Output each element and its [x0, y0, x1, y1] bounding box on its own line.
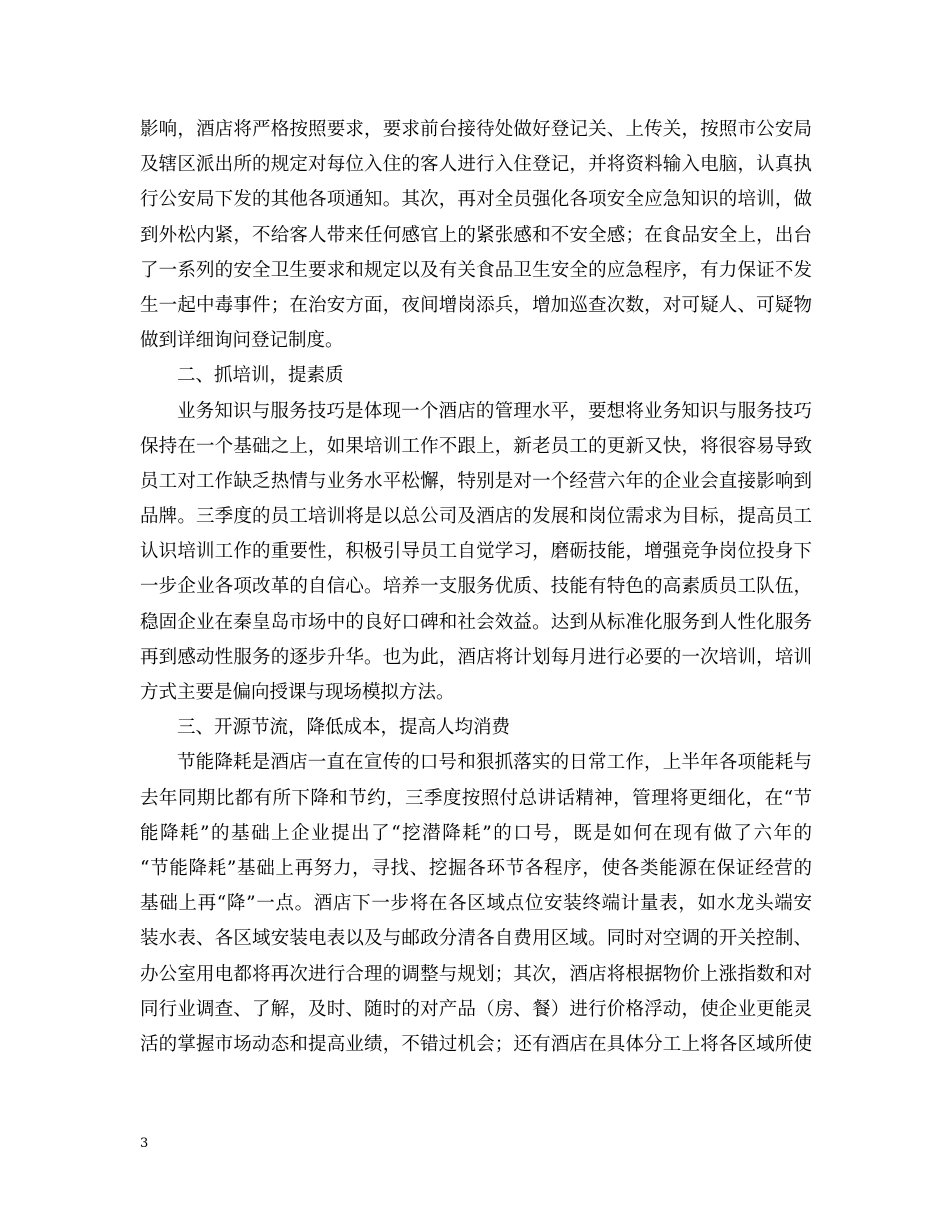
body-line: 活的掌握市场动态和提高业绩，不错过机会；还有酒店在具体分工上将各区域所使	[140, 1033, 812, 1055]
body-line: 一步企业各项改革的自信心。培养一支服务优质、技能有特色的高素质员工队伍，	[140, 576, 812, 598]
body-line: 行公安局下发的其他各项通知。其次，再对全员强化各项安全应急知识的培训，做	[140, 189, 812, 211]
body-line: 到外松内紧，不给客人带来任何感官上的紧张感和不安全感；在食品安全上，出台	[140, 224, 812, 246]
body-line: 保持在一个基础之上，如果培训工作不跟上，新老员工的更新又快，将很容易导致	[140, 435, 812, 457]
section-heading: 三、开源节流，降低成本，提高人均消费	[177, 717, 511, 739]
section-heading: 二、抓培训，提素质	[177, 365, 344, 387]
body-line: 办公室用电都将再次进行合理的调整与规划；其次，酒店将根据物价上涨指数和对	[140, 963, 812, 985]
body-line: 再到感动性服务的逐步升华。也为此，酒店将计划每月进行必要的一次培训，培训	[140, 646, 812, 668]
body-line: 稳固企业在秦皇岛市场中的良好口碑和社会效益。达到从标准化服务到人性化服务	[140, 611, 812, 633]
body-line: 去年同期比都有所下降和节约，三季度按照付总讲话精神，管理将更细化，在“节	[140, 787, 812, 809]
body-line: 能降耗”的基础上企业提出了“挖潜降耗”的口号，既是如何在现有做了六年的	[140, 822, 812, 844]
body-line: 节能降耗是酒店一直在宣传的口号和狠抓落实的日常工作，上半年各项能耗与	[177, 752, 812, 774]
body-line: 基础上再“降”一点。酒店下一步将在各区域点位安装终端计量表，如水龙头端安	[140, 893, 812, 915]
body-line: 装水表、各区域安装电表以及与邮政分清各自费用区域。同时对空调的开关控制、	[140, 928, 812, 950]
body-line: 生一起中毒事件；在治安方面，夜间增岗添兵，增加巡查次数，对可疑人、可疑物	[140, 294, 812, 316]
body-line: 同行业调查、了解，及时、随时的对产品（房、餐）进行价格浮动，使企业更能灵	[140, 998, 812, 1020]
body-line: 方式主要是偏向授课与现场模拟方法。	[140, 682, 455, 703]
body-line: 做到详细询问登记制度。	[140, 330, 344, 352]
body-line: 影响，酒店将严格按照要求，要求前台接待处做好登记关、上传关，按照市公安局	[140, 119, 812, 140]
body-line: 认识培训工作的重要性，积极引导员工自觉学习，磨砺技能，增强竞争岗位投身下	[140, 541, 812, 563]
body-line: 及辖区派出所的规定对每位入住的客人进行入住登记，并将资料输入电脑，认真执	[140, 154, 812, 176]
body-line: 员工对工作缺乏热情与业务水平松懈，特别是对一个经营六年的企业会直接影响到	[140, 470, 812, 492]
body-line: “节能降耗”基础上再努力，寻找、挖掘各环节各程序，使各类能源在保证经营的	[140, 857, 812, 879]
body-line: 业务知识与服务技巧是体现一个酒店的管理水平，要想将业务知识与服务技巧	[177, 400, 812, 422]
body-line: 了一系列的安全卫生要求和规定以及有关食品卫生安全的应急程序，有力保证不发	[140, 259, 812, 281]
body-line: 品牌。三季度的员工培训将是以总公司及酒店的发展和岗位需求为目标，提高员工	[140, 506, 812, 528]
page-number: 3	[140, 1136, 149, 1151]
document-body	[140, 112, 812, 1062]
